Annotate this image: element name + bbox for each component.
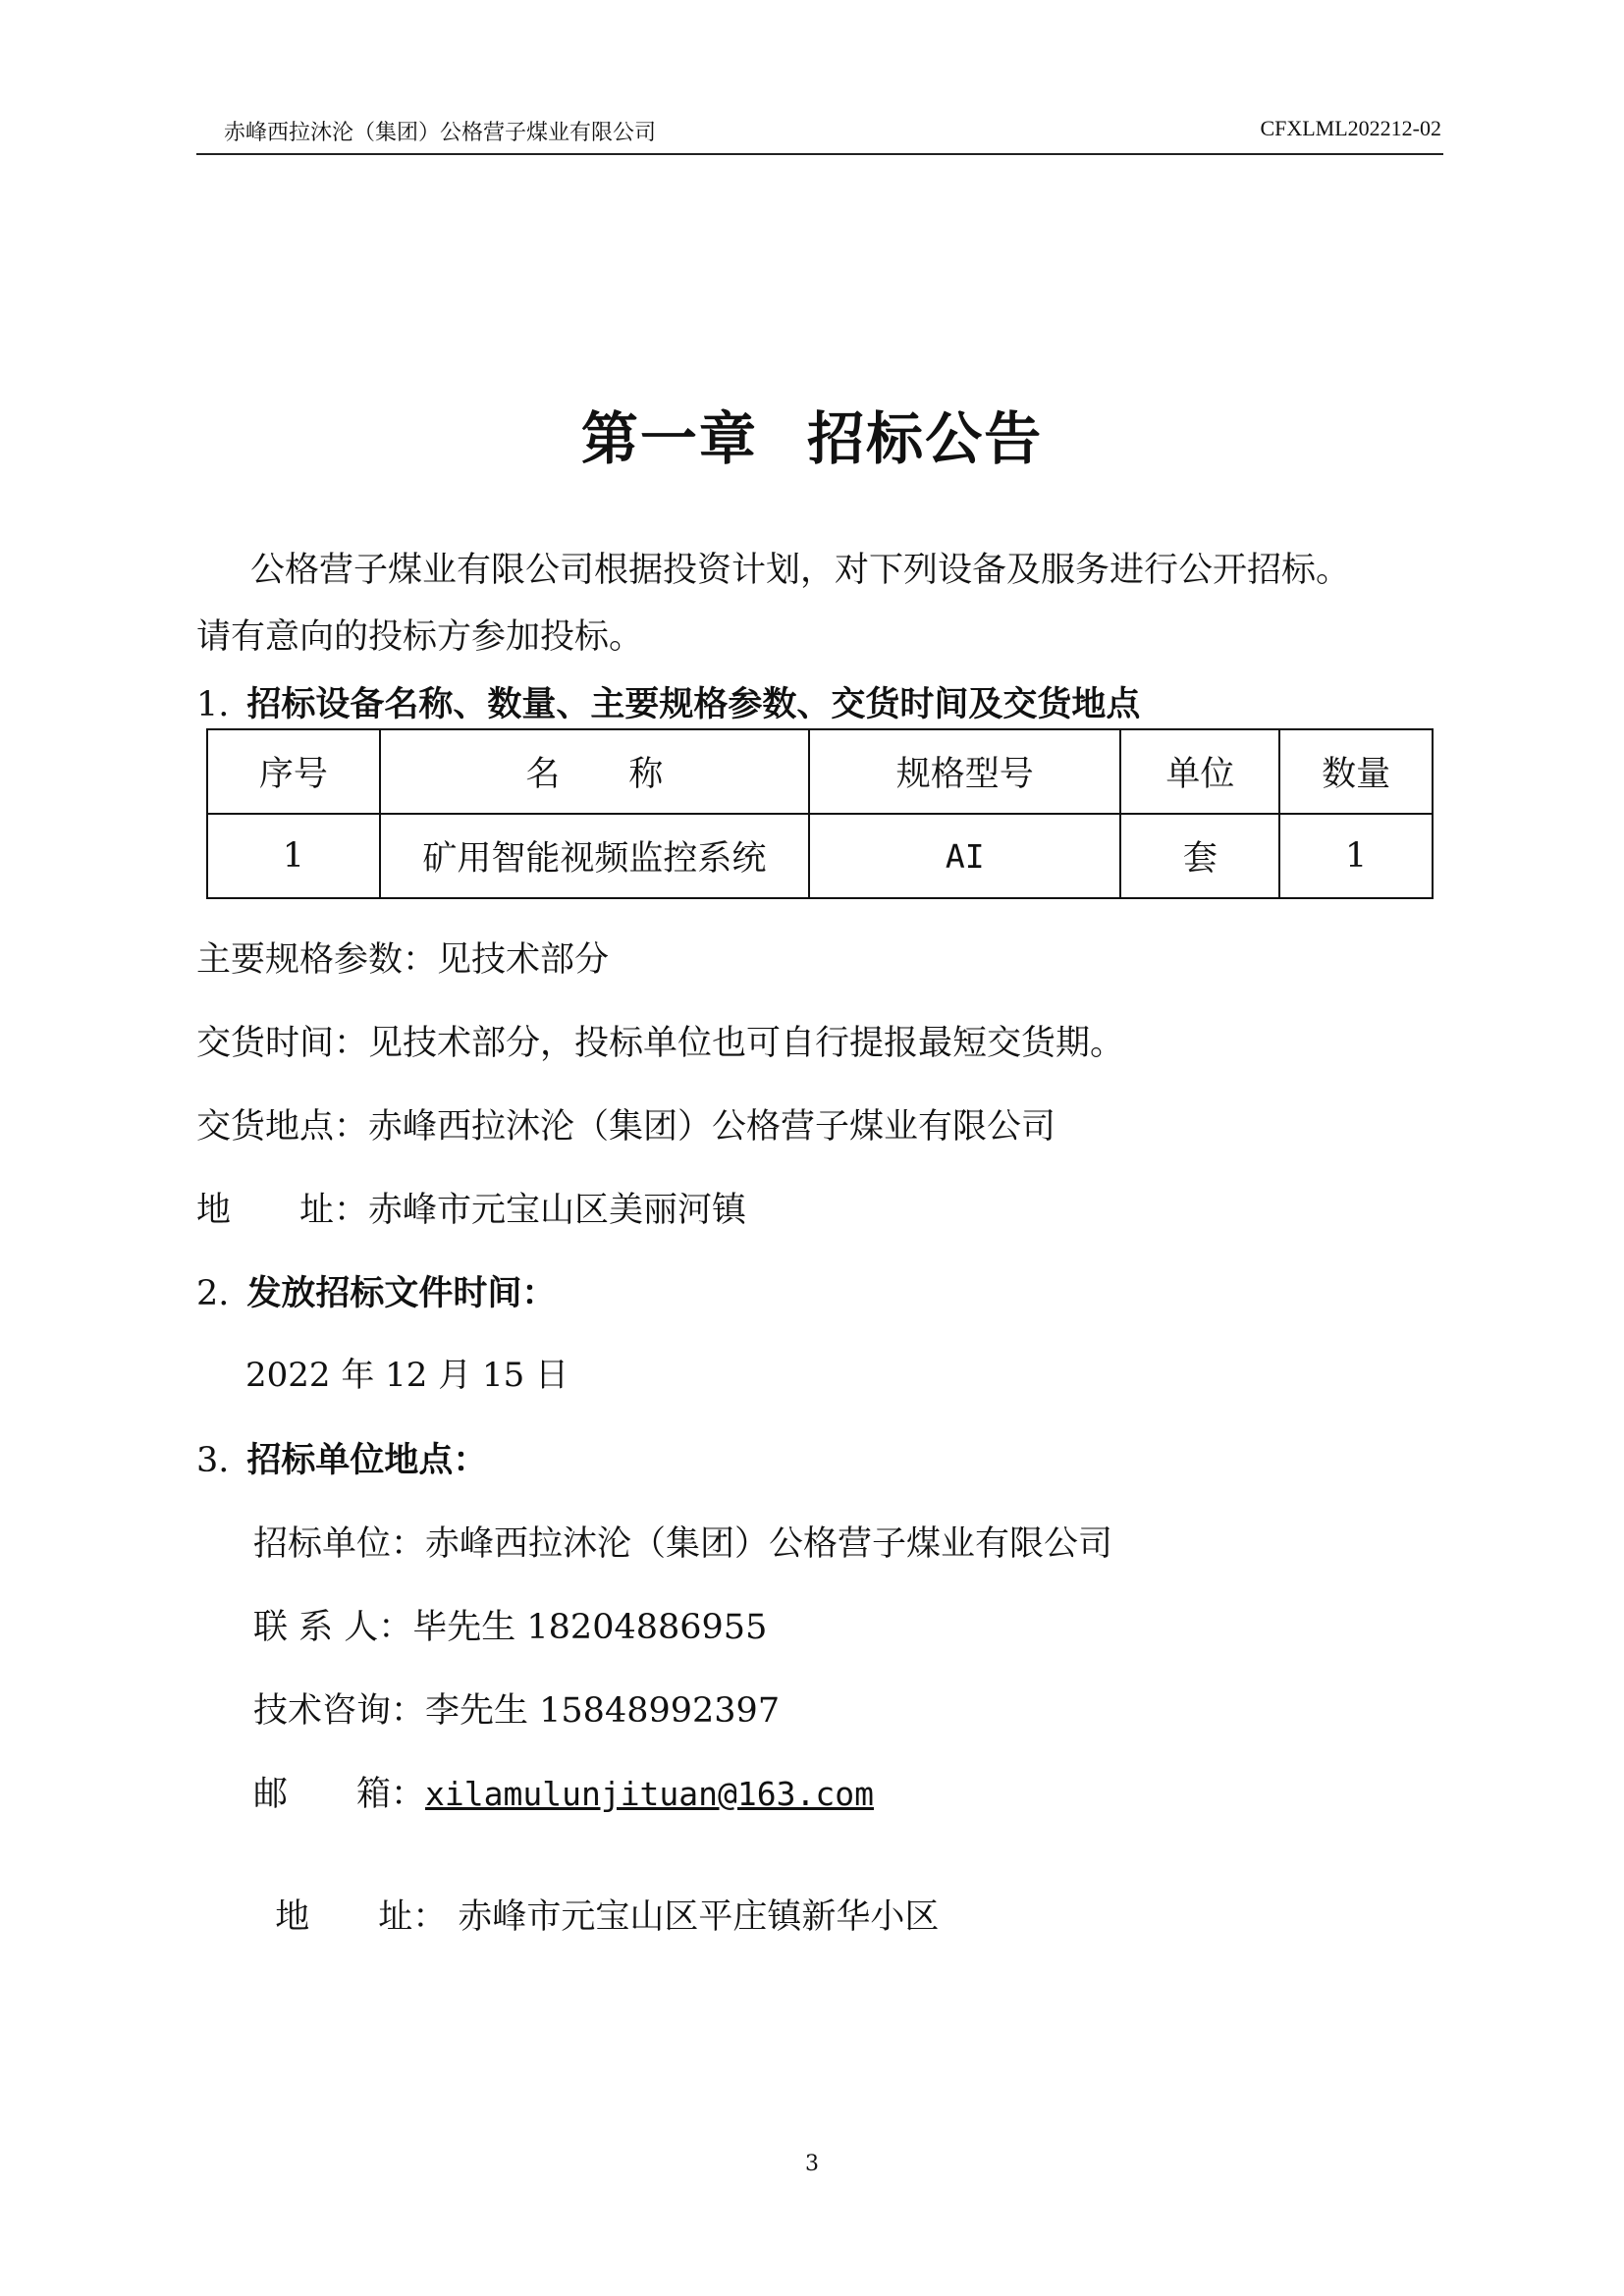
issue-date: 2022 年 12 月 15 日 <box>245 1356 569 1395</box>
table-header-cell: 规格型号 <box>809 729 1120 814</box>
table-cell: 矿用智能视频监控系统 <box>380 814 809 898</box>
section-1-heading <box>196 677 1140 726</box>
table-row <box>207 814 1433 898</box>
header-company: 赤峰西拉沐沦（集团）公格营子煤业有限公司 <box>224 121 657 145</box>
table-header-cell: 名 称 <box>380 729 809 814</box>
section-2-title: 发放招标文件时间： <box>246 1273 557 1313</box>
email-label: 邮 箱： <box>253 1775 426 1814</box>
contact-line <box>253 1600 767 1649</box>
contact-label: 联 系 人： <box>253 1608 413 1647</box>
unit-address-line <box>253 1850 939 1939</box>
address-value: 赤峰市元宝山区美丽河镇 <box>368 1191 747 1230</box>
delivery-time-line: 交货时间：见技术部分，投标单位也可自行提报最短交货期。 <box>196 1024 1125 1063</box>
section-2-heading <box>196 1266 556 1315</box>
section-1-number: 1. <box>196 685 230 724</box>
section-3-title: 招标单位地点： <box>246 1440 488 1480</box>
tender-unit-label: 招标单位： <box>253 1524 426 1564</box>
address-label: 地 址： <box>196 1191 369 1230</box>
tender-unit-line <box>253 1517 1112 1566</box>
section-3-heading <box>196 1433 487 1482</box>
unit-address-label: 地 址： <box>275 1897 448 1937</box>
table-header-cell: 单位 <box>1120 729 1279 814</box>
section-2-number: 2. <box>196 1274 230 1313</box>
table-cell: 1 <box>207 814 380 898</box>
chapter-title: 第一章 招标公告 <box>580 405 1044 472</box>
tech-consult-label: 技术咨询： <box>253 1691 426 1731</box>
unit-address-value: 赤峰市元宝山区平庄镇新华小区 <box>447 1897 940 1937</box>
page-number: 3 <box>805 2152 819 2176</box>
address-line <box>196 1183 746 1232</box>
section-1-title: 招标设备名称、数量、主要规格参数、交货时间及交货地点 <box>246 684 1141 724</box>
table-header-cell: 序号 <box>207 729 380 814</box>
email-line <box>253 1767 874 1816</box>
email-link[interactable]: xilamulunjituan@163.com <box>425 1775 874 1813</box>
tender-unit-value: 赤峰西拉沐沦（集团）公格营子煤业有限公司 <box>425 1524 1113 1564</box>
tech-consult-line <box>253 1683 780 1733</box>
table-header-cell: 数量 <box>1279 729 1433 814</box>
tech-consult-value: 李先生 15848992397 <box>425 1691 781 1731</box>
contact-value: 毕先生 18204886955 <box>412 1608 768 1647</box>
items-table <box>206 728 1434 899</box>
intro-line-2: 请有意向的投标方参加投标。 <box>196 617 644 657</box>
table-cell: 1 <box>1279 814 1433 898</box>
table-cell: 套 <box>1120 814 1279 898</box>
table-header-row <box>207 729 1433 814</box>
table-cell: AI <box>809 814 1120 898</box>
delivery-place-line: 交货地点：赤峰西拉沐沦（集团）公格营子煤业有限公司 <box>196 1107 1056 1147</box>
section-3-number: 3. <box>196 1441 230 1480</box>
header-doc-code: CFXLML202212-02 <box>1260 116 1441 140</box>
intro-line-1: 公格营子煤业有限公司根据投资计划，对下列设备及服务进行公开招标。 <box>250 551 1351 590</box>
spec-line: 主要规格参数：见技术部分 <box>196 940 610 980</box>
page-header <box>196 110 1443 155</box>
